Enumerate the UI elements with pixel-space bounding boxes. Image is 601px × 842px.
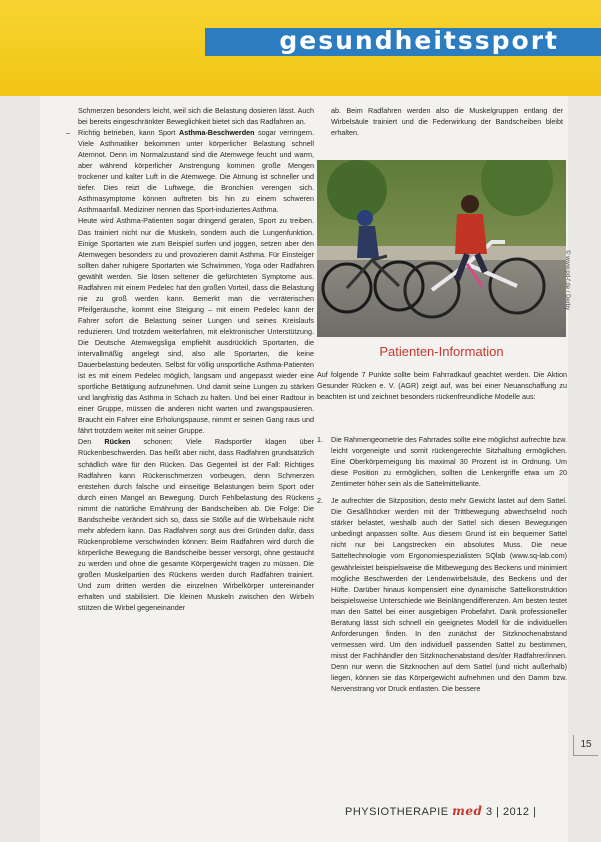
info-list-item — [317, 495, 567, 694]
paragraph-keyword: Rücken — [104, 437, 131, 447]
info-title: Patienten-Information — [379, 344, 504, 359]
page-number: 15 — [573, 735, 598, 756]
footer — [345, 804, 536, 818]
paragraph-keyword: Asthma-Beschwerden — [179, 128, 255, 138]
section-title: gesundheitssport — [279, 26, 559, 55]
left-column — [66, 105, 314, 613]
item-text: Die Rahmengeometrie des Fahrrades sollte eine möglichst aufrechte bzw. leicht vorgeneigte und somit rückengerechte Sitzhaltung ermöglichen. Eine Oberkörperneigung bis maximal 30 Prozent ist in Ordnung. Um diese Position zu ermöglichen, sollten die Lenkergriffe etwa um 20 Zentimeter höher sein als die Sattelmittelkante. — [331, 435, 567, 489]
item-number: 1. — [317, 435, 323, 444]
item-number: 2. — [317, 496, 323, 506]
paragraph — [78, 105, 314, 127]
paragraph-text: sogar verringern. Viele Asthmatiker bekommen unter körperlicher Belastung schnell Atemnot. Denn im Normalzustand sind die Atemwege feucht und warm, aber während körperlicher Anstrengung kommen große Mengen trockener und kalter Luft in die Atemwege. Die Atmung ist schneller und tiefer. Dies reizt die Luftwege, die Bronchien verengen sich. Asthmasymptome können auftreten bis hin zu einem schweren Asthmaanfall. Mediziner nennen das Sport-induziertes Asthma. — [78, 128, 314, 215]
cyclists-photo — [317, 160, 566, 337]
footer-sub: med — [452, 804, 483, 818]
photo-credit: © www.pd-f.de / Derby — [564, 250, 570, 311]
item-text: Je aufrechter die Sitzposition, desto mehr Gewicht lastet auf dem Sattel. Die Gesäßhöcker werden mit der Trittbewegung abwechselnd noch stärker belastet, weshalb auch der Sattel sich diesen Bewegungen unbedingt anpassen sollte. Aus diesem Grund ist ein bequemer Sattel nicht nur bei Langstrecken ein absolutes Muss. Die neue Satteltechnologie vom Ergonomiespezialisten SQlab (www.sq-lab.com) gewährleistet beispielsweise die Mitbewegung des Beckens und minimiert mögliche Beschwerden der Lendenwirbelsäule, des Beckens und der Hüfte. Darüber hinaus kompensiert eine dynamische Sattelkonstruktion beispielsweise Unterschiede wie Beinlängendifferenzen. Am besten testet man den Sattel bei einer ausgiebigen Probefahrt. Dank professioneller Beratung lässt sich schnell ein geeignetes Modell für die individuellen Anforderungen finden. In den zunächst der Sitzknochenabstand vermessen wird. Um den individuell passenden Sattel zu bestimmen, misst der Fachhändler den Sitzknochenabstand des/der Radfahrer/innen. Denn nur wenn die Sitzknochen auf dem Sattel (und nicht außerhalb) liegen, können sie das Körpergewicht aufnehmen und den Damm bzw. Nervenstrang vor Druck entlasten. Die bessere — [331, 496, 567, 694]
footer-issue: 3 | 2012 | — [485, 806, 537, 818]
info-intro: Auf folgende 7 Punkte sollte beim Fahrradkauf geachtet werden. Die Aktion Gesunder Rücken e. V. (AGR) zeigt auf, was bei einer Neuanschaffung zu beachten ist und zeichnet besonders rückenfreundliche Modelle aus: — [317, 370, 567, 402]
paragraph — [78, 215, 314, 436]
paragraph-lead: Den — [78, 437, 105, 447]
right-column-top: ab. Beim Radfahren werden also die Muskelgruppen entlang der Wirbelsäule trainiert und die Federwirkung der Bandscheiben bleibt erhalten. — [331, 106, 563, 138]
paragraph-text: Heute wird Asthma-Patienten sogar dringend geraten, Sport zu treiben. Das trainiert nicht nur die Muskeln, sondern auch die Lungenfunktion. Einige Sportarten wie zum Beispiel surfen und joggen, setzen aber den Atemwegen besonders zu und provozieren damit Asthma. Für Einsteiger sollten daher ruhigere Sportarten wie Schwimmen, Yoga oder Radfahren gewählt werden. Sie lösen seltener die gefürchteten Symptome aus. Radfahren mit einem Pedelec hat den großen Vorteil, dass die Belastung nie zu groß werden kann. Bemerkt man die verräterischen Pfeifgeräusche, kommt eine Steigung – mit einem Pedelec kann der Fahrer sofort die Belastung seiner Lungen und seines Kreislaufs reduzieren. Und trotzdem weiterfahren, mit elektronischer Unterstützung. Die Deutsche Atemwegsliga empfiehlt ausdrücklich Sportarten, die intervallmäßig angelegt sind, also alle Sportarten, die keine Dauerbelastung bedeuten. Selbst für völlig unsportliche Asthma-Patienten ist es mit einem Pedelec möglich, langsam und angepasst wieder eine sportliche Betätigung aufzunehmen. Und damit seine Lungen zu stärken und langfristig das Asthma in Schach zu halten. Und bei einer Radtour in einer Gruppe, müssen die anderen nicht warten und zwangspausieren. Braucht ein Fahrer eine Erholungspause, nimmt er seinen Gang raus und fährt trotzdem weiter mit seiner Gruppe. — [78, 216, 314, 436]
paragraph-lead: Richtig betrieben, kann Sport — [78, 128, 180, 138]
info-list — [317, 434, 567, 700]
paragraph-text: Schmerzen besonders leicht, weil sich die Belastung dosieren lässt. Auch bei bereits eingeschränkter Beweglichkeit bietet sich das Radfahren an. — [78, 106, 314, 127]
info-list-item — [317, 434, 567, 489]
paragraph — [78, 436, 314, 613]
footer-brand: PHYSIOTHERAPIE — [345, 806, 449, 818]
bullet-paragraph — [66, 127, 314, 215]
bullet-dash: – — [66, 128, 70, 138]
paragraph-text: schonen: Viele Radsportler klagen über Rückenbeschwerden. Das heißt aber nicht, dass Radfahren grundsätzlich schädlich wäre für den Rücken. Das Gegenteil ist der Fall: Richtiges Radfahren kann Rückenschmerzen vorbeugen, denn Schmerzen entstehen durch falsche und einseitige Belastungen beim Sport oder durch einen Mangel an Bewegung. Durch Fehlbelastung des Rückens nimmt die natürliche Ernährung der Bandscheiben ab. Die Folge: Die Bandscheibe verändert sich so, dass sie Stöße auf die Wirbelsäule nicht mehr abfedern kann. Das Radfahren sorgt aus drei Gründen dafür, dass Rückenprobleme verschwinden können: Beim Radfahren wird durch die körperliche Bewegung die Bandscheibe besser versorgt, ohne gestaucht zu werden und ohne die gesamte Körpergewicht tragen zu müssen. Die großen Muskelpartien des Rückens werden durch Radfahren trainiert. Und zum dritten werden die einzelnen Wirbelkörper untereinander erhalten und stabilisiert. Die kleinen Muskeln zwischen den Wirbeln stützen die Wirbel gegeneinander — [78, 437, 314, 613]
